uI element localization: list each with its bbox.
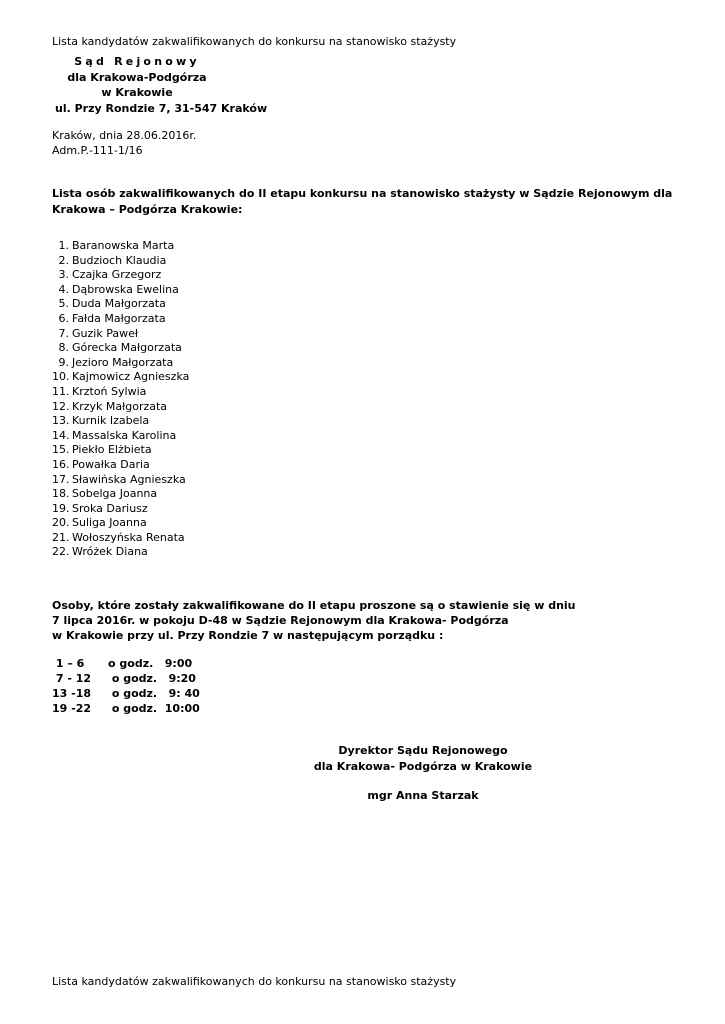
list-item-number: 3. (58, 268, 69, 282)
list-item (52, 327, 189, 342)
list-item-number: 16. (52, 457, 70, 471)
list-item-name: Fałda Małgorzata (72, 311, 166, 325)
list-item (52, 400, 189, 415)
page-footer: Lista kandydatów zakwalifikowanych do konkursu na stanowisko stażysty (52, 975, 457, 988)
list-item-number: 18. (52, 487, 70, 501)
list-item (52, 502, 189, 517)
list-item-name: Dąbrowska Ewelina (72, 282, 179, 296)
candidate-list (52, 239, 189, 560)
list-item-number: 14. (52, 428, 70, 442)
schedule-range: 13 -18 (52, 687, 92, 700)
list-title: Lista osób zakwalifikowanych do II etapu konkursu na stanowisko stażysty w Sądzie Rejonowym dla Krakowa – Podgórza Krakowie: (52, 187, 673, 216)
list-item-name: Suliga Joanna (72, 516, 147, 530)
notice-paragraph (52, 598, 576, 643)
document-date: Kraków, dnia 28.06.2016r. (52, 129, 197, 142)
schedule-time: o godz. 10:00 (108, 702, 200, 715)
list-item (52, 356, 189, 371)
list-item (52, 443, 189, 458)
list-item (52, 429, 189, 444)
list-item-name: Sroka Dariusz (72, 501, 148, 515)
signature-title: Dyrektor Sądu Rejonowego (338, 744, 508, 757)
court-city: w Krakowie (101, 86, 173, 99)
court-name: Sąd Rejonowy (74, 55, 200, 68)
list-item-name: Massalska Karolina (72, 428, 177, 442)
list-item-number: 21. (52, 530, 70, 544)
list-item-number: 1. (58, 239, 69, 252)
list-item-number: 17. (52, 472, 70, 486)
list-item (52, 297, 189, 312)
list-item-name: Krzyk Małgorzata (72, 399, 168, 413)
document-meta (52, 128, 196, 158)
schedule-row (52, 671, 200, 686)
list-item-name: Kajmowicz Agnieszka (72, 370, 190, 384)
court-street-address: ul. Przy Rondzie 7, 31-547 Kraków (55, 101, 268, 115)
list-item (52, 239, 189, 254)
spacer (300, 774, 546, 788)
list-item (52, 385, 189, 400)
list-item-number: 15. (52, 443, 70, 457)
list-item-name: Guzik Paweł (72, 326, 138, 340)
list-item (52, 545, 189, 560)
list-item-name: Budzioch Klaudia (72, 253, 167, 267)
list-item-number: 20. (52, 516, 70, 530)
list-item-number: 2. (58, 253, 69, 267)
court-address-block (52, 54, 268, 116)
list-item-name: Wołoszyńska Renata (72, 530, 185, 544)
signature-name: mgr Anna Starzak (367, 789, 479, 802)
list-item (52, 487, 189, 502)
list-item-number: 4. (58, 282, 69, 296)
list-item-name: Powałka Daria (72, 457, 150, 471)
list-item-number: 11. (52, 384, 70, 398)
schedule-table (52, 656, 200, 716)
list-item-number: 7. (58, 326, 69, 340)
list-item (52, 341, 189, 356)
list-item (52, 312, 189, 327)
list-item-number: 8. (58, 341, 69, 355)
list-item (52, 283, 189, 298)
list-item-name: Kurnik Izabela (72, 414, 150, 428)
signature-block (300, 743, 546, 804)
list-item-number: 22. (52, 545, 70, 559)
list-item (52, 458, 189, 473)
signature-institution: dla Krakowa- Podgórza w Krakowie (313, 759, 533, 773)
list-item-number: 9. (58, 355, 69, 369)
schedule-row (52, 656, 200, 671)
schedule-row (52, 686, 200, 701)
list-item-number: 5. (58, 297, 69, 311)
list-item (52, 268, 189, 283)
schedule-row (52, 701, 200, 716)
list-item-name: Górecka Małgorzata (72, 341, 182, 355)
court-district: dla Krakowa-Podgórza (67, 70, 207, 84)
list-item-name: Piekło Elżbieta (72, 443, 152, 457)
list-item-name: Sławińska Agnieszka (72, 472, 186, 486)
list-item (52, 414, 189, 429)
notice-line: Osoby, które zostały zakwalifikowane do II etapu proszone są o stawienie się w dniu (52, 599, 576, 612)
document-reference: Adm.P.-111-1/16 (52, 144, 143, 157)
list-item-name: Sobelga Joanna (72, 487, 158, 501)
schedule-range: 1 – 6 (52, 657, 85, 670)
list-item (52, 370, 189, 385)
list-item-name: Wróżek Diana (72, 545, 148, 559)
list-item-number: 10. (52, 370, 70, 384)
list-item-number: 12. (52, 399, 70, 413)
list-item-number: 6. (58, 311, 69, 325)
schedule-range: 7 - 12 (52, 672, 92, 685)
list-item (52, 531, 189, 546)
list-item-name: Baranowska Marta (72, 239, 175, 252)
list-item-number: 13. (52, 414, 70, 428)
schedule-range: 19 -22 (52, 702, 92, 715)
list-item-name: Czajka Grzegorz (72, 268, 162, 282)
list-item (52, 254, 189, 269)
list-item-name: Jezioro Małgorzata (72, 355, 174, 369)
schedule-time: o godz. 9:20 (108, 672, 196, 685)
list-item (52, 516, 189, 531)
list-item-name: Duda Małgorzata (72, 297, 166, 311)
schedule-time: o godz. 9: 40 (108, 687, 200, 700)
list-item (52, 473, 189, 488)
page-header: Lista kandydatów zakwalifikowanych do konkursu na stanowisko stażysty (52, 35, 457, 48)
list-item-number: 19. (52, 501, 70, 515)
list-item-name: Krztoń Sylwia (72, 384, 147, 398)
schedule-time: o godz. 9:00 (108, 657, 193, 670)
notice-line: w Krakowie przy ul. Przy Rondzie 7 w następującym porządku : (52, 629, 444, 642)
notice-line: 7 lipca 2016r. w pokoju D-48 w Sądzie Rejonowym dla Krakowa- Podgórza (52, 614, 509, 627)
